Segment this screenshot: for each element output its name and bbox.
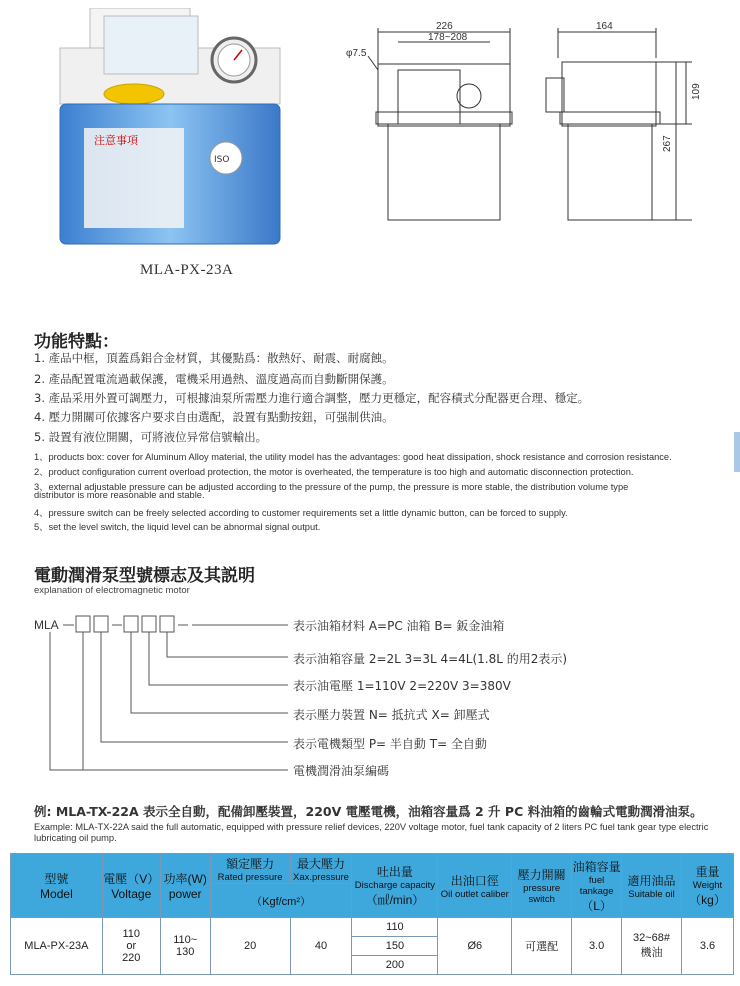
code-desc-tank-capacity: 表示油箱容量 2=2L 3=3L 4=4L(1.8L 的用2表示): [293, 652, 568, 666]
dim-height-total: 267: [662, 135, 673, 152]
cell-power: 110~ 130: [160, 918, 210, 975]
feature-en-1: 1、products box: cover for Aluminum Alloy material, the utility model has the advantages: good heat dissipation, shock resistance and corrosion resistance.: [34, 452, 672, 462]
th-tank: 油箱容量 fuel tankage （L）: [572, 854, 622, 918]
th-model: 型號 Model: [11, 854, 103, 918]
example-en: Example: MLA-TX-22A said the full automatic, equipped with pressure relief devices, 220V voltage motor, fuel tank capacity of 2 liters PC fuel tank gear type electric lubricating oil pump.: [34, 822, 709, 843]
cell-tank: 3.0: [572, 918, 622, 975]
cell-weight: 3.6: [681, 918, 733, 975]
code-desc-voltage: 表示油電壓 1=110V 2=220V 3=380V: [293, 679, 511, 693]
product-photo: [34, 8, 284, 258]
photo-iso-text: ISO: [214, 155, 230, 165]
cell-max-pressure: 40: [290, 918, 352, 975]
dim-depth: 164: [596, 21, 613, 32]
dim-width-total: 226: [436, 21, 453, 32]
cell-oil: 32~68# 機油: [622, 918, 682, 975]
photo-logo-text: 注意事項: [94, 134, 138, 147]
code-desc-tank-material: 表示油箱材料 A=PC 油箱 B= 鈑金油箱: [293, 619, 505, 633]
th-voltage: 電壓（V） Voltage: [102, 854, 160, 918]
feature-zh-1: 1. 產品中框，頂蓋爲鋁合金材質，其優點爲：散熱好、耐震、耐腐蝕。: [34, 351, 394, 365]
dim-hole: φ7.5: [346, 48, 367, 59]
code-desc-motor-type: 表示電機類型 P= 半自動 T= 全自動: [293, 737, 487, 751]
feature-en-3: 3、external adjustable pressure can be adjusted according to the pressure of the pump, the pressure is more stable, the distribution volume type: [34, 482, 629, 492]
cell-voltage: 110 or 220: [102, 918, 160, 975]
feature-zh-2: 2. 產品配置電流過載保護，電機采用過熱、溫度過高而自動斷開保護。: [34, 372, 394, 386]
features-title: 功能特點：: [34, 332, 119, 352]
feature-en-3b: distributor is more reasonable and stable.: [34, 490, 205, 500]
th-pressure-unit: （Kgf/cm²）: [210, 884, 352, 918]
cell-discharge-3: 200: [352, 956, 438, 975]
dim-height-upper: 109: [691, 83, 702, 100]
code-desc-pump-code: 電機潤滑油泵編碼: [293, 764, 390, 778]
cell-discharge-2: 150: [352, 937, 438, 956]
th-pressure-switch: 壓力開關 pressure switch: [512, 854, 572, 918]
th-rated-pressure: 額定壓力 Rated pressure: [210, 854, 290, 884]
th-weight: 重量 Weight （kg）: [681, 854, 733, 918]
cell-rated-pressure: 20: [210, 918, 290, 975]
cell-pressure-switch: 可選配: [512, 918, 572, 975]
feature-zh-4: 4. 壓力開關可依據客户要求自由選配，設置有點動按鈕，可强制供油。: [34, 410, 394, 424]
cell-model: MLA-PX-23A: [11, 918, 103, 975]
example-zh: 例: MLA-TX-22A 表示全自動，配備卸壓裝置，220V 電壓電機，油箱容量爲 2 升 PC 料油箱的齒輪式電動潤滑油泵。: [34, 804, 703, 819]
feature-en-2: 2、product configuration current overload protection, the motor is overheated, the temperature is too high and automatic disconnection protection.: [34, 467, 634, 477]
side-edge-marker: [734, 432, 740, 472]
cell-discharge-1: 110: [352, 918, 438, 937]
feature-zh-5: 5. 設置有液位開關，可將液位异常信號輸出。: [34, 430, 268, 444]
model-code-prefix: MLA: [34, 618, 59, 632]
cell-outlet: Ø6: [438, 918, 512, 975]
feature-en-4: 4、pressure switch can be freely selected according to customer requirements set a little dynamic button, can be forced to supply.: [34, 508, 568, 518]
th-power: 功率(W) power: [160, 854, 210, 918]
dim-width-range: 178~208: [428, 32, 468, 43]
feature-en-5: 5、set the level switch, the liquid level can be abnormal signal output.: [34, 522, 321, 532]
product-caption: MLA-PX-23A: [140, 262, 234, 278]
spec-table: [10, 853, 734, 975]
feature-zh-3: 3. 產品采用外置可調壓力，可根據油泵所需壓力進行適合調整，壓力更穩定，配容積式分配器更合理、穩定。: [34, 391, 590, 405]
th-max-pressure: 最大壓力 Xax.pressure: [290, 854, 352, 884]
model-code-subtitle: explanation of electromagnetic motor: [34, 585, 190, 596]
model-code-diagram: [30, 605, 330, 785]
code-desc-pressure-device: 表示壓力裝置 N= 抵抗式 X= 卸壓式: [293, 708, 490, 722]
th-outlet: 出油口徑 Oil outlet caliber: [438, 854, 512, 918]
th-discharge: 吐出量 Discharge capacity （㎖/min）: [352, 854, 438, 918]
model-code-title: 電動潤滑泵型號標志及其説明: [34, 566, 255, 586]
dimension-drawing: [340, 18, 740, 258]
th-oil: 適用油品 Suitable oil: [622, 854, 682, 918]
